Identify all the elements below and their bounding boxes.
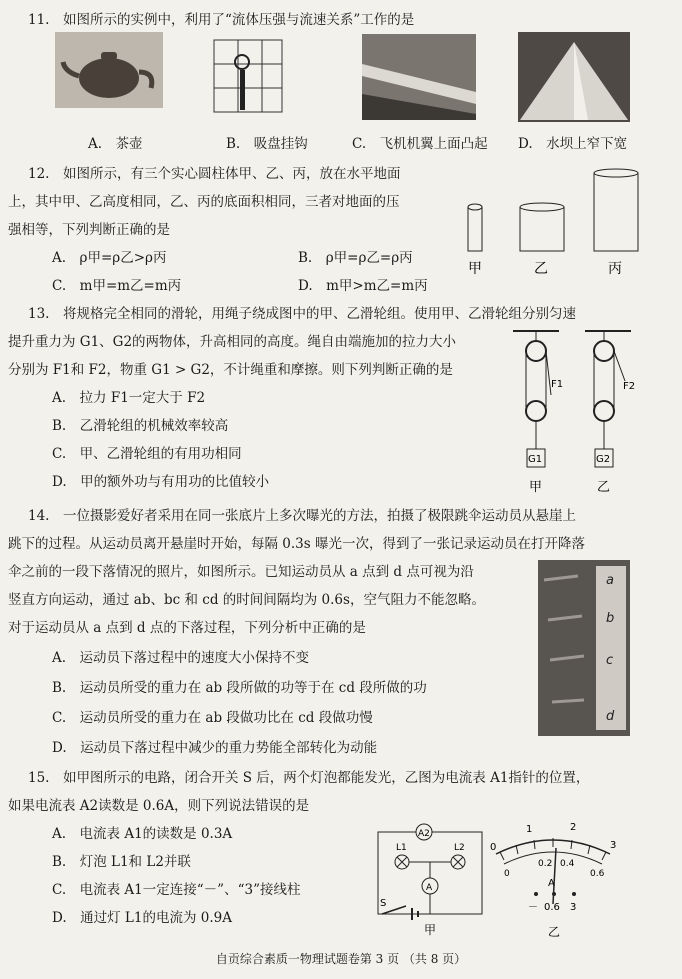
q13-option-a[interactable]: A. 拉力 F1一定大于 F2 xyxy=(52,390,206,406)
q14-line-2: 跳下的过程。从运动员离开悬崖时开始，每隔 0.3s 曝光一次，得到了一张记录运动员在打开降落 xyxy=(8,536,585,552)
q14-line-4: 竖直方向运动，通过 ab、bc 和 cd 的时间间隔均为 0.6s，空气阻力不能忽略。 xyxy=(8,592,485,608)
dial-top-2: 2 xyxy=(570,822,577,833)
q12-option-b[interactable]: B. ρ甲=ρ乙=ρ丙 xyxy=(298,250,413,266)
ammeter-dial xyxy=(482,812,624,942)
dial-bottom-04: 0.4 xyxy=(560,859,575,869)
dam-photo xyxy=(518,32,630,122)
cylinder-yi xyxy=(520,203,564,251)
q14-option-d[interactable]: D. 运动员下落过程中减少的重力势能全部转化为动能 xyxy=(52,740,378,756)
weight-label-g1: G1 xyxy=(528,454,543,465)
dial-top-3: 3 xyxy=(610,840,617,851)
q13-option-c[interactable]: C. 甲、乙滑轮组的有用功相同 xyxy=(52,446,242,462)
pulley-figure xyxy=(505,325,665,497)
dial-unit: A xyxy=(548,878,555,889)
q13-option-d[interactable]: D. 甲的额外功与有用功的比值较小 xyxy=(52,474,270,490)
point-label-c: c xyxy=(606,653,614,668)
dial-bottom-0: 0 xyxy=(504,869,510,879)
q14-line-1: 14. 一位摄影爱好者采用在同一张底片上多次曝光的方法，拍摄了极限跳伞运动员从悬崖上 xyxy=(28,508,576,524)
terminal-06: 0.6 xyxy=(544,902,560,913)
point-label-a: a xyxy=(606,573,614,588)
dial-bottom-06: 0.6 xyxy=(590,869,605,879)
q13-line-2: 提升重力为 G1、G2的两物体，升高相同的高度。绳自由端施加的拉力大小 xyxy=(8,334,457,350)
cylinder-label-bing: 丙 xyxy=(608,261,622,277)
q13-line-3: 分别为 F1和 F2，物重 G1 > G2，不计绳重和摩擦。则下列判断正确的是 xyxy=(8,362,453,378)
q15-line-2: 如果电流表 A2读数是 0.6A，则下列说法错误的是 xyxy=(8,798,310,814)
suction-hook-photo xyxy=(210,36,286,116)
q14-option-c[interactable]: C. 运动员所受的重力在 ab 段做功比在 cd 段做功慢 xyxy=(52,710,373,726)
q15-option-d[interactable]: D. 通过灯 L1的电流为 0.9A xyxy=(52,910,232,926)
point-label-b: b xyxy=(606,611,615,626)
pulley-label-yi: 乙 xyxy=(597,480,611,495)
dial-bottom-02: 0.2 xyxy=(538,859,553,869)
cylinder-label-yi: 乙 xyxy=(534,261,548,277)
cylinder-label-jia: 甲 xyxy=(468,261,482,277)
pulley-label-jia: 甲 xyxy=(529,480,543,495)
dial-top-1: 1 xyxy=(526,824,533,835)
terminal-minus: － xyxy=(528,902,538,913)
q12-option-a[interactable]: A. ρ甲=ρ乙>ρ丙 xyxy=(52,250,167,266)
cylinders-figure xyxy=(460,165,640,285)
teapot-image xyxy=(55,32,163,108)
skydiver-photo xyxy=(538,560,630,736)
dam-image xyxy=(518,32,630,122)
circuit-diagram xyxy=(372,814,490,938)
lamp-l1-label: L1 xyxy=(396,843,407,853)
q11-stem: 11. 如图所示的实例中，利用了“流体压强与流速关系”工作的是 xyxy=(28,12,415,28)
q11-option-a[interactable]: A. 茶壶 xyxy=(88,136,143,152)
q15-option-b[interactable]: B. 灯泡 L1和 L2并联 xyxy=(52,854,191,870)
q15-option-a[interactable]: A. 电流表 A1的读数是 0.3A xyxy=(52,826,233,842)
q12-option-d[interactable]: D. m甲>m乙=m丙 xyxy=(298,278,428,294)
terminal-3: 3 xyxy=(570,902,577,913)
airplane-wing-image xyxy=(362,34,476,120)
weight-label-g2: G2 xyxy=(596,454,611,465)
cylinder-bing xyxy=(594,169,638,251)
pulley-system-jia xyxy=(513,331,563,495)
switch-s-label: S xyxy=(380,898,387,909)
q14-option-b[interactable]: B. 运动员所受的重力在 ab 段所做的功等于在 cd 段所做的功 xyxy=(52,680,427,696)
suction-hook-image xyxy=(210,36,286,116)
q13-line-1: 13. 将规格完全相同的滑轮，用绳子绕成图中的甲、乙滑轮组。使用甲、乙滑轮组分别匀速 xyxy=(28,306,576,322)
q12-line-3: 强相等，下列判断正确的是 xyxy=(8,222,170,238)
q14-line-3: 伞之前的一段下落情况的照片，如图所示。已知运动员从 a 点到 d 点可视为沿 xyxy=(8,564,474,580)
point-label-d: d xyxy=(606,709,615,724)
q13-option-b[interactable]: B. 乙滑轮组的机械效率较高 xyxy=(52,418,229,434)
force-label-f1: F1 xyxy=(551,379,564,390)
page-footer: 自贡综合素质一物理试题卷第 3 页 （共 8 页） xyxy=(215,952,467,966)
ammeter-a1-label: A xyxy=(426,883,433,893)
q12-line-1: 12. 如图所示，有三个实心圆柱体甲、乙、丙，放在水平地面 xyxy=(28,166,401,182)
teapot-photo xyxy=(55,32,163,108)
q15-line-1: 15. 如甲图所示的电路，闭合开关 S 后，两个灯泡都能发光，乙图为电流表 A1指针的位置， xyxy=(28,770,590,786)
q12-line-2: 上，其中甲、乙高度相同，乙、丙的底面积相同，三者对地面的压 xyxy=(8,194,400,210)
q11-option-c[interactable]: C. 飞机机翼上面凸起 xyxy=(352,136,488,152)
airplane-wing-photo xyxy=(362,34,476,120)
q14-option-a[interactable]: A. 运动员下落过程中的速度大小保持不变 xyxy=(52,650,310,666)
circuit-label-jia: 甲 xyxy=(424,923,437,937)
q11-option-b[interactable]: B. 吸盘挂钩 xyxy=(226,136,308,152)
ammeter-a2-label: A2 xyxy=(418,829,430,839)
force-label-f2: F2 xyxy=(623,381,636,392)
cylinder-jia xyxy=(468,204,482,251)
lamp-l2-label: L2 xyxy=(454,843,465,853)
pulley-system-yi xyxy=(585,331,635,495)
q12-option-c[interactable]: C. m甲=m乙=m丙 xyxy=(52,278,182,294)
dial-top-0: 0 xyxy=(490,842,497,853)
q15-option-c[interactable]: C. 电流表 A1一定连接“－”、“3”接线柱 xyxy=(52,882,301,898)
q14-line-5: 对于运动员从 a 点到 d 点的下落过程，下列分析中正确的是 xyxy=(8,620,366,636)
skydiver-image xyxy=(538,560,630,736)
q11-option-d[interactable]: D. 水坝上窄下宽 xyxy=(518,136,628,152)
dial-label-yi: 乙 xyxy=(548,925,561,939)
